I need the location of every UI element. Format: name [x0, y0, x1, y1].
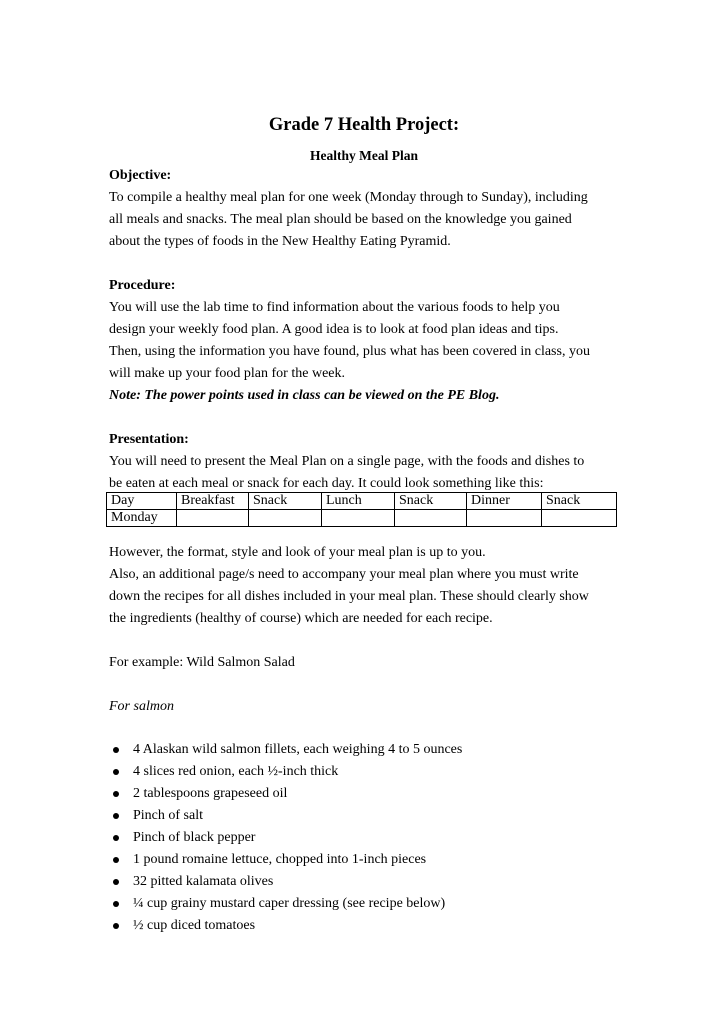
table-header-cell: Day — [107, 493, 177, 510]
table-row — [107, 510, 617, 527]
table-header-cell: Dinner — [467, 493, 542, 510]
ingredient-text: Pinch of salt — [133, 808, 203, 823]
procedure-heading: Procedure: — [109, 278, 176, 293]
bullet-icon — [113, 835, 119, 841]
procedure-line: design your weekly food plan. A good idea is to look at food plan ideas and tips. — [109, 322, 559, 337]
table-header-row — [107, 493, 617, 510]
objective-line: about the types of foods in the New Healthy Eating Pyramid. — [109, 234, 451, 249]
presentation-after-line: Also, an additional page/s need to accompany your meal plan where you must write — [109, 567, 579, 582]
bullet-icon — [113, 857, 119, 863]
meal-plan-table — [106, 492, 617, 527]
ingredient-text: 4 slices red onion, each ½-inch thick — [133, 764, 339, 779]
bullet-icon — [113, 813, 119, 819]
procedure-note: Note: The power points used in class can be viewed on the PE Blog. — [109, 388, 500, 403]
list-item — [109, 763, 629, 785]
ingredient-text: 32 pitted kalamata olives — [133, 874, 274, 889]
list-item — [109, 829, 629, 851]
table-header-cell: Snack — [395, 493, 467, 510]
objective-heading: Objective: — [109, 168, 172, 183]
presentation-heading: Presentation: — [109, 432, 189, 447]
table-cell: Monday — [107, 510, 177, 527]
table-cell — [542, 510, 617, 527]
ingredient-text: Pinch of black pepper — [133, 830, 256, 845]
presentation-line: You will need to present the Meal Plan on a single page, with the foods and dishes to — [109, 454, 585, 469]
table-cell — [322, 510, 395, 527]
bullet-icon — [113, 769, 119, 775]
bullet-icon — [113, 747, 119, 753]
bullet-icon — [113, 901, 119, 907]
table-header-cell: Snack — [542, 493, 617, 510]
procedure-line: You will use the lab time to find information about the various foods to help you — [109, 300, 560, 315]
table-cell — [249, 510, 322, 527]
table-cell — [467, 510, 542, 527]
list-item — [109, 851, 629, 873]
table-header-cell: Lunch — [322, 493, 395, 510]
table-header-cell: Breakfast — [177, 493, 249, 510]
page-title: Grade 7 Health Project: — [268, 115, 460, 135]
ingredient-text: 4 Alaskan wild salmon fillets, each weighing 4 to 5 ounces — [133, 742, 463, 757]
ingredient-text: 2 tablespoons grapeseed oil — [133, 786, 288, 801]
table-cell — [177, 510, 249, 527]
bullet-icon — [113, 879, 119, 885]
table-cell — [395, 510, 467, 527]
presentation-line: be eaten at each meal or snack for each day. It could look something like this: — [109, 476, 544, 491]
list-item — [109, 785, 629, 807]
page-subtitle: Healthy Meal Plan — [310, 148, 418, 163]
ingredient-text: ¼ cup grainy mustard caper dressing (see recipe below) — [133, 896, 446, 911]
example-intro: For example: Wild Salmon Salad — [109, 655, 295, 670]
list-item — [109, 917, 629, 939]
bullet-icon — [113, 791, 119, 797]
objective-line: To compile a healthy meal plan for one week (Monday through to Sunday), including — [109, 190, 588, 205]
objective-line: all meals and snacks. The meal plan should be based on the knowledge you gained — [109, 212, 572, 227]
ingredient-text: ½ cup diced tomatoes — [133, 918, 256, 933]
presentation-after-line: However, the format, style and look of your meal plan is up to you. — [109, 545, 486, 560]
ingredient-text: 1 pound romaine lettuce, chopped into 1-inch pieces — [133, 852, 427, 867]
procedure-line: Then, using the information you have found, plus what has been covered in class, you — [109, 344, 590, 359]
list-item — [109, 807, 629, 829]
ingredient-list — [109, 741, 629, 939]
list-item — [109, 895, 629, 917]
example-subheading: For salmon — [109, 699, 174, 714]
bullet-icon — [113, 923, 119, 929]
list-item — [109, 873, 629, 895]
presentation-after-line: down the recipes for all dishes included in your meal plan. These should clearly show — [109, 589, 589, 604]
table-header-cell: Snack — [249, 493, 322, 510]
procedure-line: will make up your food plan for the week. — [109, 366, 345, 381]
presentation-after-line: the ingredients (healthy of course) which are needed for each recipe. — [109, 611, 493, 626]
list-item — [109, 741, 629, 763]
